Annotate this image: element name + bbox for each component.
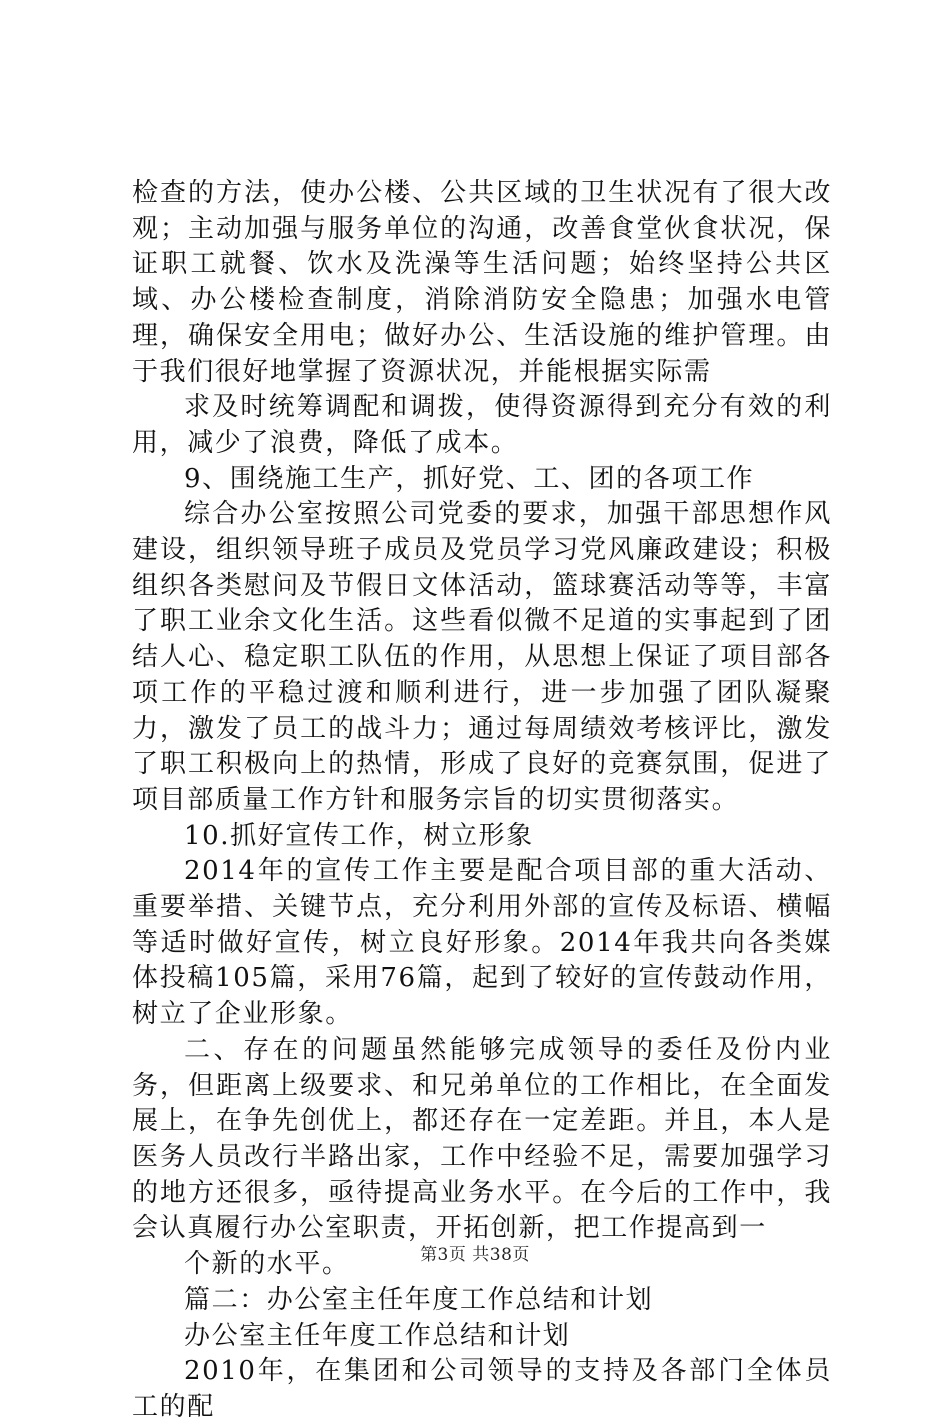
paragraph-4: 2014年的宣传工作主要是配合项目部的重大活动、重要举措、关键节点，充分利用外部的宣传及标语、横幅等适时做好宣传，树立良好形象。2014年我共向各类媒体投稿105篇，采用76篇，起到了较好的宣传鼓动作用，树立了企业形象。 [132, 856, 832, 1030]
paragraph-2: 求及时统筹调配和调拨，使得资源得到充分有效的利用，减少了浪费，降低了成本。 [132, 392, 832, 458]
section-heading-10: 10.抓好宣传工作，树立形象 [184, 820, 534, 851]
page-footer [0, 1240, 950, 1265]
section-heading-9: 9、围绕施工生产，抓好党、工、团的各项工作 [184, 463, 755, 494]
page-number: 第3页 共38页 [420, 1245, 530, 1265]
paragraph-3: 综合办公室按照公司党委的要求，加强干部思想作风建设，组织领导班子成员及党员学习党风廉政建设；积极组织各类慰问及节假日文体活动，篮球赛活动等等，丰富了职工业余文化生活。这些看似微不足道的实事起到了团结人心、稳定职工队伍的作用，从思想上保证了项目部各项工作的平稳过渡和顺利进行，进一步加强了团队凝聚力，激发了员工的战斗力；通过每周绩效考核评比，激发了职工积极向上的热情，形成了良好的竞赛氛围，促进了项目部质量工作方针和服务宗旨的切实贯彻落实。 [132, 499, 832, 815]
document-body [132, 176, 832, 1426]
article-title: 办公室主任年度工作总结和计划 [184, 1320, 571, 1351]
paragraph-7: 2010年，在集团和公司领导的支持及各部门全体员工的配 [132, 1356, 832, 1422]
paragraph-1: 检查的方法，使办公楼、公共区域的卫生状况有了很大改观；主动加强与服务单位的沟通，改善食堂伙食状况，保证职工就餐、饮水及洗澡等生活问题；始终坚持公共区域、办公楼检查制度，消除消防安全隐患；加强水电管理，确保安全用电；做好办公、生活设施的维护管理。由于我们很好地掌握了资源状况，并能根据实际需 [132, 178, 832, 387]
paragraph-6: 个新的水平。 [184, 1249, 350, 1280]
article-heading: 篇二：办公室主任年度工作总结和计划 [184, 1284, 654, 1315]
paragraph-5: 二、存在的问题虽然能够完成领导的委任及份内业务，但距离上级要求、和兄弟单位的工作相比，在全面发展上，在争先创优上，都还存在一定差距。并且，本人是医务人员改行半路出家，工作中经验不足，需要加强学习的地方还很多，亟待提高业务水平。在今后的工作中，我会认真履行办公室职责，开拓创新，把工作提高到一 [132, 1034, 832, 1244]
